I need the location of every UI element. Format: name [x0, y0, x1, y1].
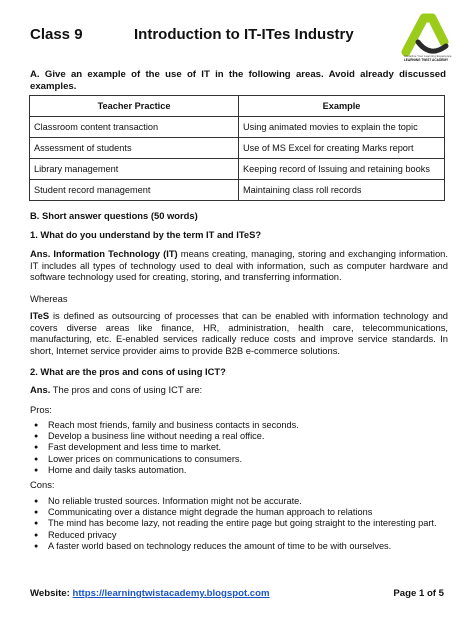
table-row: [30, 159, 445, 180]
page-number: Page 1 of 5: [393, 588, 444, 599]
table-row: [30, 180, 445, 201]
table-cell: Assessment of students: [30, 138, 239, 159]
ites-definition: [30, 310, 448, 356]
page-header: [30, 26, 450, 46]
list-item: ● Communicating over a distance might degrade the human approach to relations: [32, 507, 450, 518]
list-item: ● Reach most friends, family and business contacts in seconds.: [32, 420, 450, 431]
list-item: ● Home and daily tasks automation.: [32, 465, 450, 476]
pros-label: Pros:: [30, 404, 52, 415]
answer-2-text: The pros and cons of using ICT are:: [50, 384, 203, 395]
page-footer: [30, 588, 444, 599]
table-row: [30, 138, 445, 159]
answer-2: [30, 384, 202, 396]
column-header: Teacher Practice: [30, 96, 239, 117]
table-cell: Maintaining class roll records: [239, 180, 445, 201]
table-cell: Using animated movies to explain the topic: [239, 117, 445, 138]
table-cell: Keeping record of Issuing and retaining books: [239, 159, 445, 180]
table-cell: Student record management: [30, 180, 239, 201]
cons-label: Cons:: [30, 479, 55, 490]
logo-name: LEARNING TWIST ACADEMY: [403, 58, 449, 62]
cons-list: [32, 496, 450, 552]
website-link[interactable]: https://learningtwistacademy.blogspot.com: [72, 588, 270, 599]
list-item: ● No reliable trusted sources. Information might not be accurate.: [32, 496, 450, 507]
ites-term: ITeS: [30, 310, 50, 321]
list-item: ● Fast development and less time to market.: [32, 442, 450, 453]
section-b-heading: B. Short answer questions (50 words): [30, 210, 198, 221]
answer-1-term: Ans. Information Technology (IT): [30, 248, 178, 259]
question-1: 1. What do you understand by the term IT and ITeS?: [30, 229, 262, 240]
page-title: Introduction to IT-ITes Industry: [134, 26, 354, 43]
answer-1: [30, 248, 448, 283]
column-header: Example: [239, 96, 445, 117]
logo-tagline: Redefine Your Learning Experience: [404, 54, 452, 58]
table-cell: Classroom content transaction: [30, 117, 239, 138]
table-row: [30, 117, 445, 138]
table-header-row: [30, 96, 445, 117]
list-item: ● Develop a business line without needing a real office.: [32, 431, 450, 442]
list-item: ● Lower prices on communications to consumers.: [32, 454, 450, 465]
whereas-text: Whereas: [30, 293, 68, 304]
table-cell: Library management: [30, 159, 239, 180]
table-cell: Use of MS Excel for creating Marks report: [239, 138, 445, 159]
ites-text: is defined as outsourcing of processes that can be enabled with information technology and covers diverse areas like finance, HR, administration, health care, telecommunications, manufacturing, etc. E-enabled services radically reduce costs and improve service standards. In short, Internet service provider aims to provide B2B e-commerce solutions.: [30, 310, 448, 356]
list-item: ● A faster world based on technology reduces the amount of time to be with ourselves.: [32, 541, 450, 552]
answer-1-text: means creating, managing, storing and exchanging information. IT includes all types of technology used to deal with information, such as computer hardware and software technology used for creating, storing, and transferring information.: [30, 248, 448, 283]
website-label: Website:: [30, 588, 70, 599]
pros-list: [32, 420, 450, 476]
list-item: ● Reduced privacy: [32, 530, 450, 541]
answer-2-term: Ans.: [30, 384, 51, 395]
class-label: Class 9: [30, 26, 83, 43]
list-item: ● The mind has become lazy, not reading the entire page but going straight to the interesting part.: [32, 518, 450, 529]
it-usage-table: [29, 95, 445, 201]
question-2: 2. What are the pros and cons of using ICT?: [30, 366, 226, 377]
question-a: A. Give an example of the use of IT in the following areas. Avoid already discussed examples.: [30, 69, 446, 92]
